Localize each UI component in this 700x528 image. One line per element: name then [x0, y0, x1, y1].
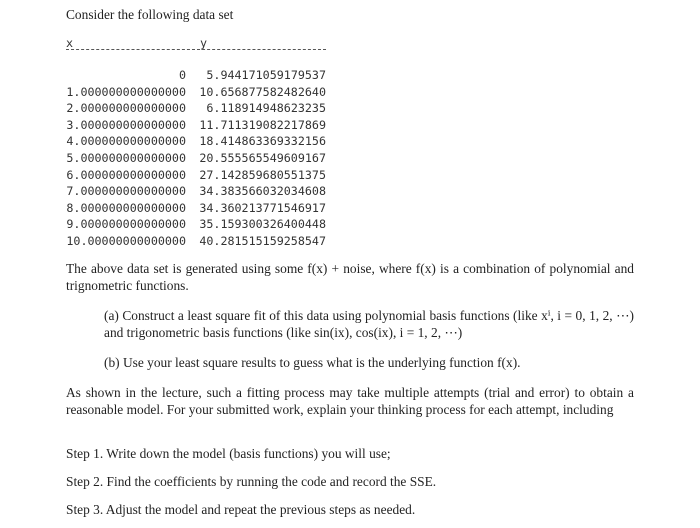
cell-y: 34.360213771546917	[199, 200, 326, 215]
cell-x: 5.000000000000000	[66, 151, 186, 165]
table-row	[66, 234, 326, 252]
step-3: Step 3. Adjust the model and repeat the previous steps as needed.	[66, 502, 416, 517]
header-x: x	[66, 36, 74, 50]
table-row	[66, 201, 326, 219]
table-row	[66, 118, 326, 136]
table-row	[66, 217, 326, 235]
cell-y: 6.118914948623235	[206, 101, 326, 116]
step-2: Step 2. Find the coefficients by running the code and record the SSE.	[66, 474, 437, 489]
table-row	[66, 168, 326, 186]
cell-y: 34.383566032034608	[199, 184, 326, 199]
cell-y: 40.281515159258547	[199, 234, 326, 248]
table-row	[66, 68, 326, 86]
cell-y: 5.944171059179537	[206, 68, 326, 82]
cell-y: 18.414863369332156	[199, 134, 326, 149]
cell-y: 35.159300326400448	[199, 217, 326, 232]
table-row	[66, 101, 326, 119]
description-paragraph: The above data set is generated using some f(x) + noise, where f(x) is a combination of polynomial and trignometric functions.	[66, 261, 634, 293]
cell-y: 10.656877582482640	[199, 84, 326, 99]
separator	[66, 49, 326, 50]
cell-x: 3.000000000000000	[66, 117, 186, 132]
item-b: (b) Use your least square results to guess what is the underlying function f(x).	[104, 355, 521, 370]
cell-x: 7.000000000000000	[66, 184, 186, 199]
cell-y: 27.142859680551375	[199, 167, 326, 182]
step-1: Step 1. Write down the model (basis functions) you will use;	[66, 446, 391, 461]
item-a: (a) Construct a least square fit of this data using polynomial basis functions (like xⁱ, i = 0, 1, 2, ⋯) and trigonometric basis functions (like sin(ix), cos(ix), i = 1, 2, ⋯)	[104, 308, 634, 340]
table-row	[66, 85, 326, 103]
cell-x: 6.000000000000000	[66, 167, 186, 182]
cell-x: 1.000000000000000	[66, 84, 186, 99]
table-row	[66, 184, 326, 202]
instructions-paragraph: As shown in the lecture, such a fitting process may take multiple attempts (trial and error) to obtain a reasonable model. For your submitted work, explain your thinking process for each attempt, including	[66, 385, 634, 417]
cell-x: 4.000000000000000	[66, 134, 186, 149]
intro-text: Consider the following data set	[66, 7, 234, 22]
header-y: y	[200, 36, 208, 50]
cell-x: 8.000000000000000	[66, 200, 186, 215]
cell-x: 9.000000000000000	[66, 217, 186, 232]
cell-y: 11.711319082217869	[199, 117, 326, 132]
table-row	[66, 134, 326, 152]
table-row	[66, 151, 326, 169]
cell-x: 0	[178, 68, 186, 82]
cell-x: 10.00000000000000	[66, 234, 186, 248]
cell-x: 2.000000000000000	[66, 101, 186, 116]
cell-y: 20.555565549609167	[199, 151, 326, 165]
